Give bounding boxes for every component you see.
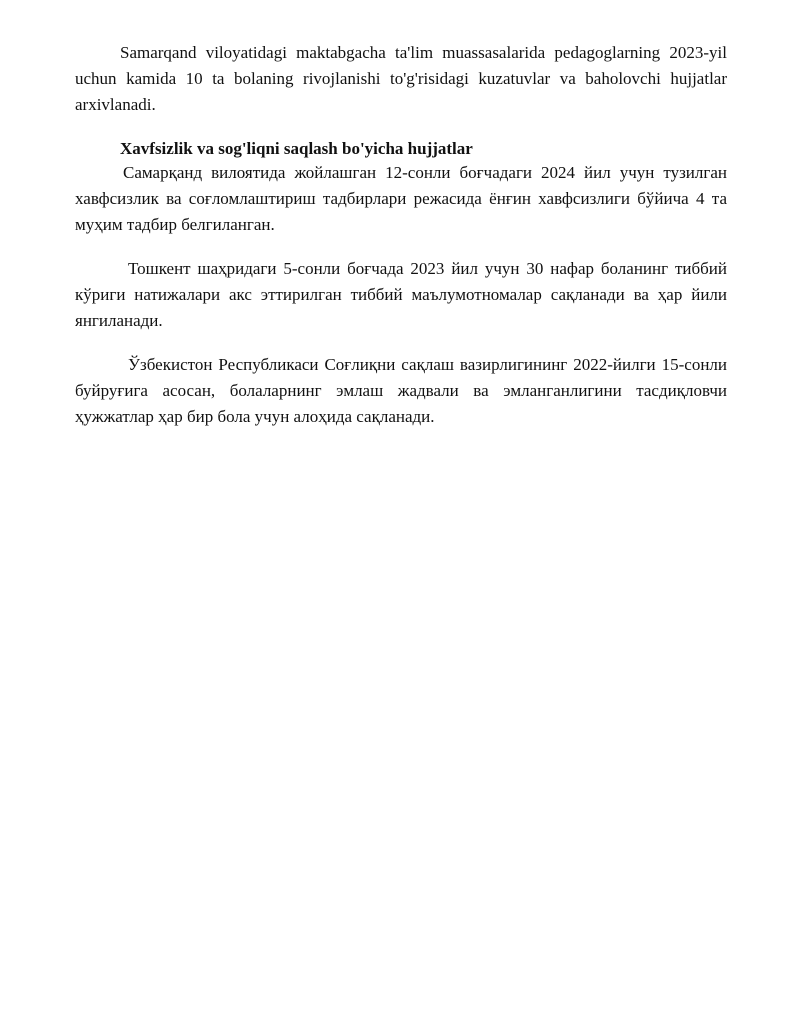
paragraph-vaccination-records: Ўзбекистон Республикаси Соғлиқни сақлаш вазирлигининг 2022-йилги 15-сонли буйруғига асосан, болаларнинг эмлаш жадвали ва эмланганлигини тасдиқловчи ҳужжатлар ҳар бир бола учун алоҳида сақланади. <box>75 355 727 426</box>
section-heading-safety-health: Xavfsizlik va sog'liqni saqlash bo'yicha hujjatlar <box>120 139 473 158</box>
paragraph-safety-plan: Самарқанд вилоятида жойлашган 12-сонли боғчадаги 2024 йил учун тузилган хавфсизлик ва соғломлаштириш тадбирлари режасида ёнғин хавфсизлиги бўйича 4 та муҳим тадбир белгиланган. <box>75 163 727 234</box>
document-page <box>75 40 727 430</box>
paragraph-medical-records: Тошкент шаҳридаги 5-сонли боғчада 2023 йил учун 30 нафар боланинг тиббий кўриги натижалари акс эттирилган тиббий маълумотномалар сақланади ва ҳар йили янгиланади. <box>75 259 727 330</box>
paragraph-archive-notes: Samarqand viloyatidagi maktabgacha ta'lim muassasalarida pedagoglarning 2023-yil uchun kamida 10 ta bolaning rivojlanishi to'g'risidagi kuzatuvlar va baholovchi hujjatlar arxivlanadi. <box>75 43 727 114</box>
